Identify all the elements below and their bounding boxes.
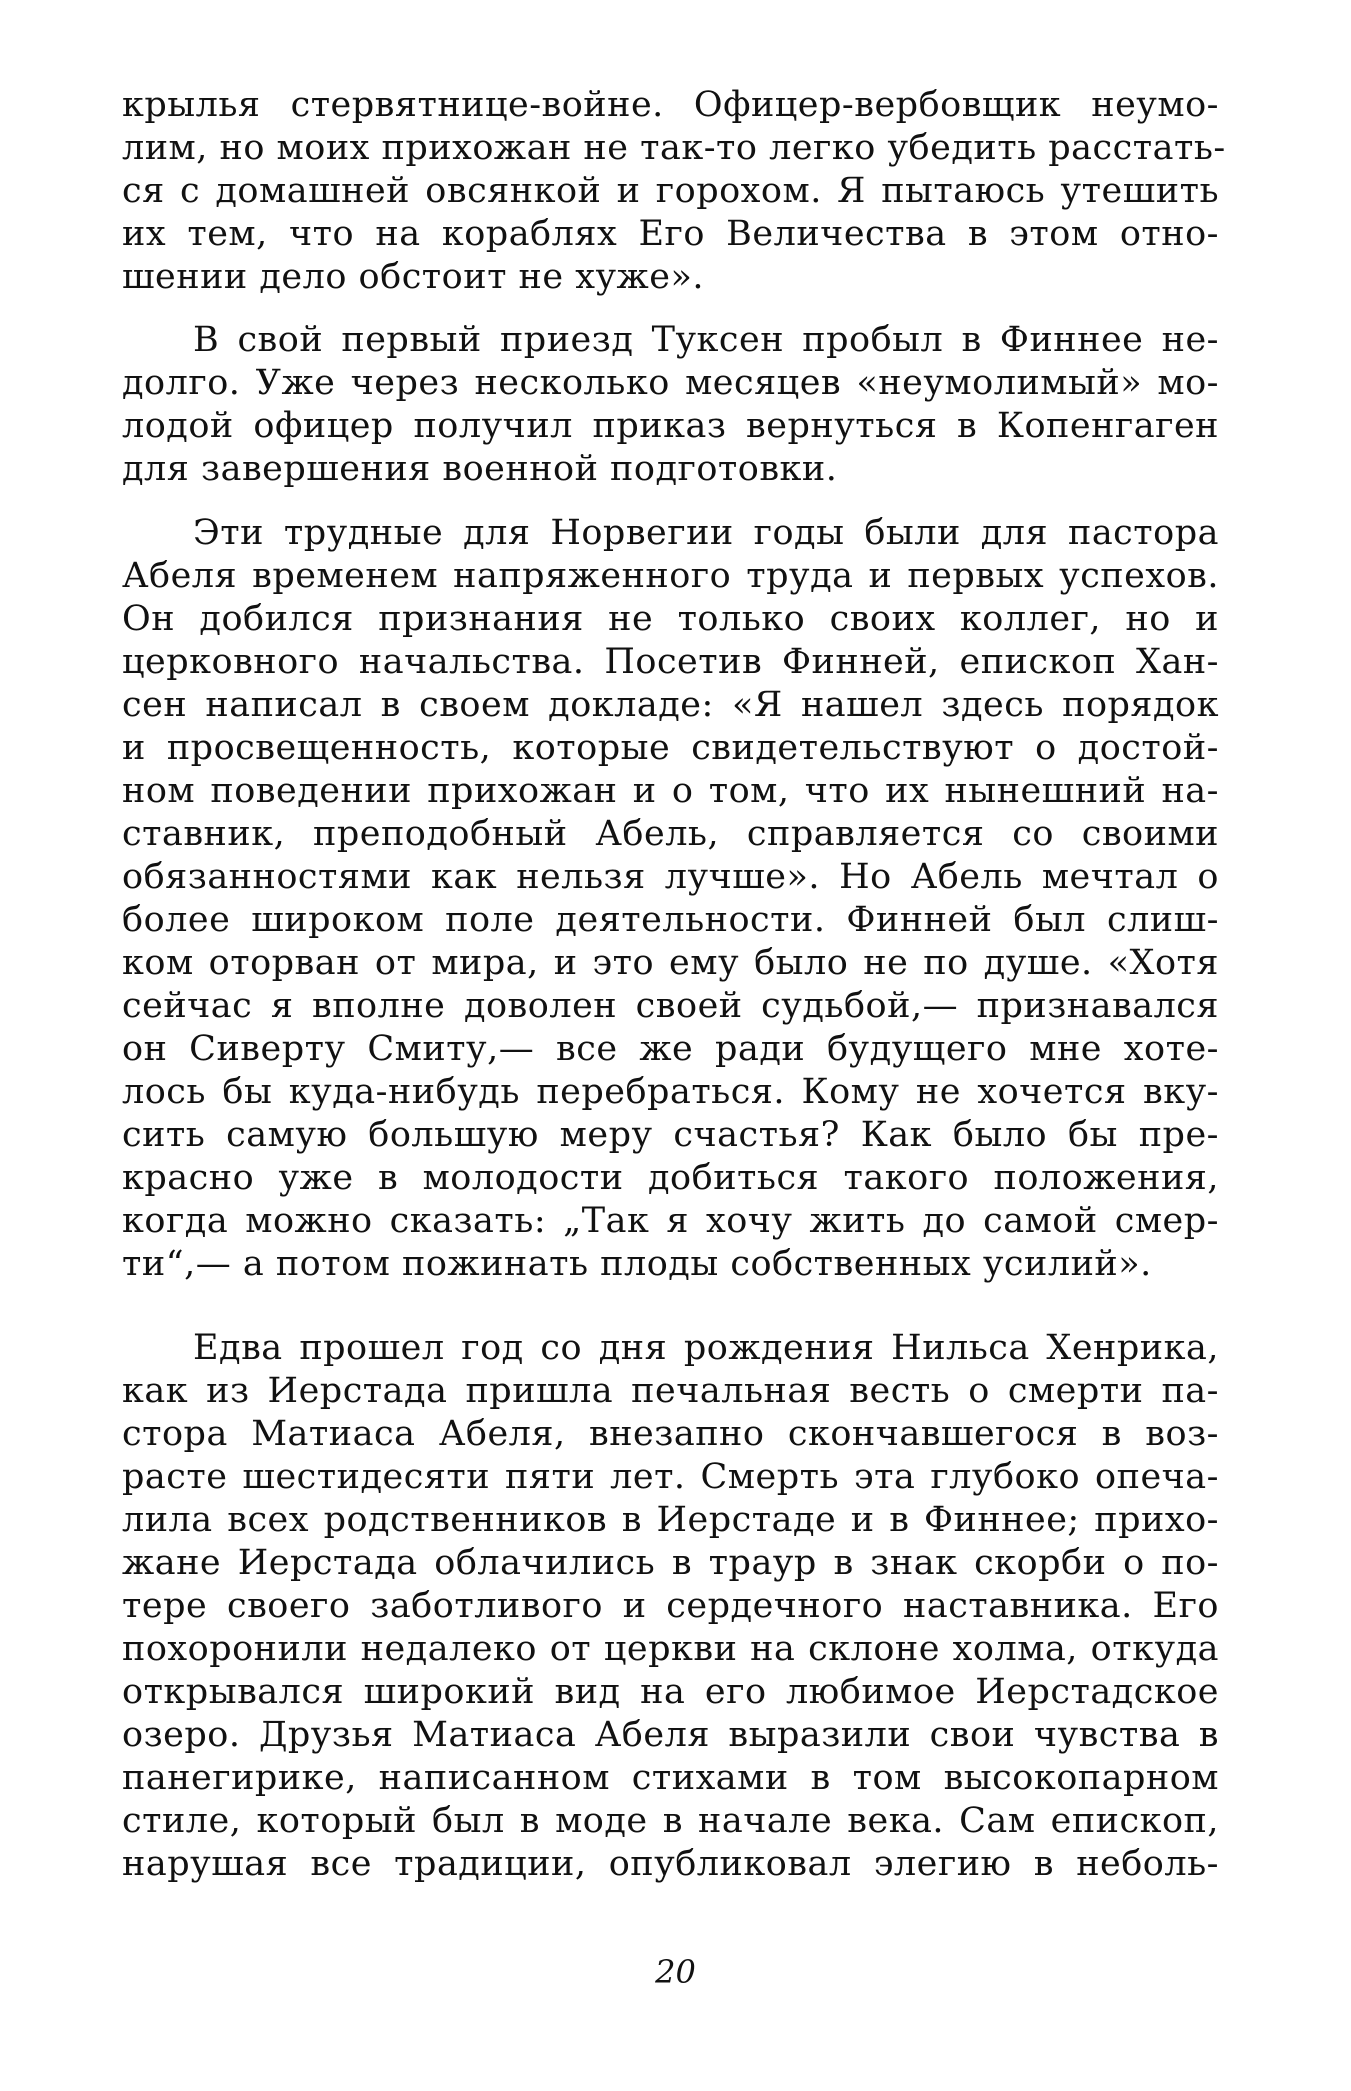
text-line: лось бы куда-нибудь перебраться. Кому не хочется вку- [122, 1072, 1219, 1112]
text-line: обязанностями как нельзя лучше». Но Абель мечтал о [122, 857, 1219, 897]
text-line: открывался широкий вид на его любимое Иерстадское [122, 1672, 1219, 1712]
text-line: Едва прошел год со дня рождения Нильса Хенрика, [193, 1328, 1219, 1368]
text-line: лим, но моих прихожан не так-то легко убедить расстать- [122, 128, 1226, 168]
text-line: ком оторван от мира, и это ему было не по душе. «Хотя [122, 943, 1219, 983]
page-number: 20 [655, 1953, 696, 1991]
text-line: В свой первый приезд Туксен пробыл в Финнее не- [193, 320, 1219, 360]
text-line: крылья стервятнице-войне. Офицер-вербовщик неумо- [122, 85, 1219, 125]
text-line: долго. Уже через несколько месяцев «неумолимый» мо- [122, 363, 1219, 403]
text-line: Абеля временем напряженного труда и первых успехов. [122, 556, 1219, 596]
text-line: ся с домашней овсянкой и горохом. Я пытаюсь утешить [122, 171, 1219, 211]
text-line: сейчас я вполне доволен своей судьбой,— признавался [122, 986, 1219, 1026]
text-line: похоронили недалеко от церкви на склоне холма, откуда [122, 1629, 1219, 1669]
text-line: озеро. Друзья Матиаса Абеля выразили свои чувства в [122, 1715, 1219, 1755]
text-line: их тем, что на кораблях Его Величества в этом отно- [122, 214, 1219, 254]
text-line: Он добился признания не только своих коллег, но и [122, 599, 1219, 639]
text-line: жане Иерстада облачились в траур в знак скорби о по- [122, 1543, 1219, 1583]
text-line: сить самую большую меру счастья? Как было бы пре- [122, 1115, 1219, 1155]
text-line: как из Иерстада пришла печальная весть о смерти па- [122, 1371, 1219, 1411]
text-line: ном поведении прихожан и о том, что их нынешний на- [122, 771, 1219, 811]
text-line: красно уже в молодости добиться такого положения, [122, 1158, 1219, 1198]
paragraph-continuation [122, 84, 1226, 299]
text-line: Эти трудные для Норвегии годы были для пастора [193, 513, 1219, 553]
text-line: лила всех родственников в Иерстаде и в Финнее; прихо- [122, 1500, 1219, 1540]
text-line: когда можно сказать: „Так я хочу жить до самой смер- [122, 1201, 1219, 1241]
paragraph-matias-abel-death [122, 1327, 1219, 1886]
text-line: он Сиверту Смиту,— все же ради будущего мне хоте- [122, 1029, 1219, 1069]
text-line: ставник, преподобный Абель, справляется со своими [122, 814, 1219, 854]
text-line: стора Матиаса Абеля, внезапно скончавшегося в воз- [122, 1414, 1219, 1454]
text-line: ти“,— а потом пожинать плоды собственных усилий». [122, 1244, 1152, 1284]
text-line: лодой офицер получил приказ вернуться в Копенгаген [122, 406, 1219, 446]
text-line: тере своего заботливого и сердечного наставника. Его [122, 1586, 1219, 1626]
text-line: сен написал в своем докладе: «Я нашел здесь порядок [122, 685, 1219, 725]
text-line: и просвещенность, которые свидетельствуют о достой- [122, 728, 1219, 768]
paragraph-tuxen-visit [122, 319, 1219, 491]
text-line: шении дело обстоит не хуже». [122, 257, 704, 297]
text-line: более широком поле деятельности. Финней был слиш- [122, 900, 1219, 940]
text-line: стиле, который был в моде в начале века. Сам епископ, [122, 1801, 1219, 1841]
text-line: расте шестидесяти пяти лет. Смерть эта глубоко опеча- [122, 1457, 1219, 1497]
paragraph-pastor-abel [122, 512, 1219, 1286]
text-line: церковного начальства. Посетив Финней, епископ Хан- [122, 642, 1219, 682]
text-line: панегирике, написанном стихами в том высокопарном [122, 1758, 1219, 1798]
text-line: нарушая все традиции, опубликовал элегию в неболь- [122, 1844, 1219, 1884]
text-line: для завершения военной подготовки. [122, 449, 838, 489]
